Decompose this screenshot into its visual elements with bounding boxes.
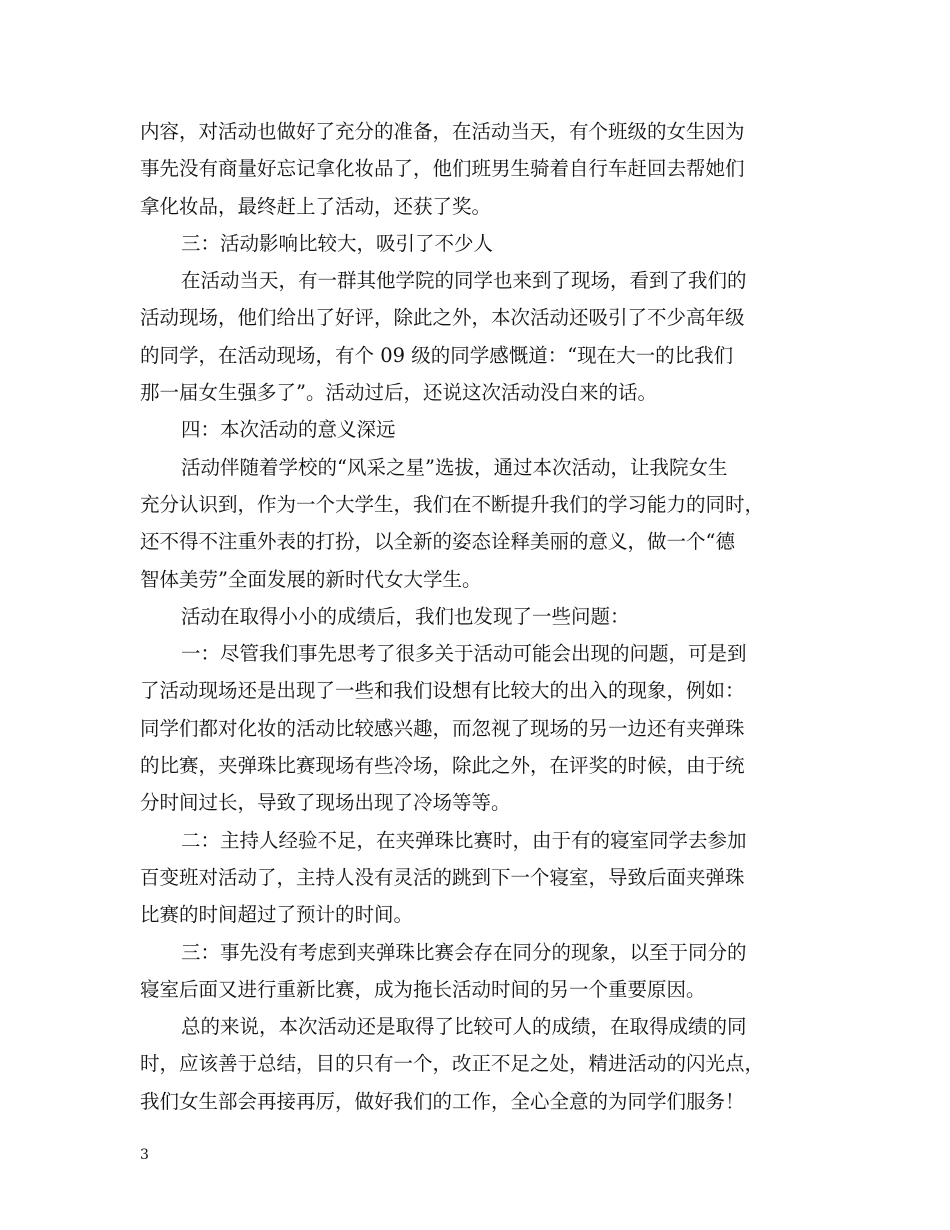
text-line: 内容，对活动也做好了充分的准备，在活动当天，有个班级的女生因为 (140, 120, 745, 143)
text-line: 了活动现场还是出现了一些和我们设想有比较大的出入的现象，例如： (140, 679, 745, 703)
text-line: 充分认识到，作为一个大学生，我们在不断提升我们的学习能力的同时， (140, 492, 765, 516)
text-line: 活动现场，他们给出了好评，除此之外，本次活动还吸引了不少高年级 (140, 306, 745, 330)
text-line: 二：主持人经验不足，在夹弹珠比赛时，由于有的寝室同学去参加 (181, 828, 747, 852)
text-line: 我们女生部会再接再厉，做好我们的工作，全心全意的为同学们服务！ (140, 1089, 745, 1113)
body-text (140, 113, 830, 1120)
text-line: 拿化妆品，最终赶上了活动，还获了奖。 (140, 194, 492, 218)
section-heading: 三：活动影响比较大，吸引了不少人 (181, 231, 494, 255)
text-line: 活动伴随着学校的“风采之星”选拔，通过本次活动，让我院女生 (181, 455, 728, 479)
text-line: 的比赛，夹弹珠比赛现场有些冷场，除此之外，在评奖的时候，由于统 (140, 754, 745, 778)
text-line: 在活动当天，有一群其他学院的同学也来到了现场，看到了我们的 (181, 269, 747, 293)
text-line: 时，应该善于总结，目的只有一个，改正不足之处，精进活动的闪光点， (140, 1052, 765, 1076)
text-line: 分时间过长，导致了现场出现了冷场等等。 (140, 791, 511, 815)
text-line: 那一届女生强多了”。活动过后，还说这次活动没白来的话。 (140, 381, 657, 405)
text-line: 三：事先没有考虑到夹弹珠比赛会存在同分的现象，以至于同分的 (181, 940, 747, 964)
text-line: 还不得不注重外表的打扮，以全新的姿态诠释美丽的意义，做一个“德 (140, 530, 735, 554)
text-line: 同学们都对化妆的活动比较感兴趣，而忽视了现场的另一边还有夹弹珠 (140, 716, 745, 740)
text-line: 事先没有商量好忘记拿化妆品了，他们班男生骑着自行车赶回去帮她们 (140, 157, 745, 181)
text-line: 的同学，在活动现场，有个 09 级的同学感慨道：“现在大一的比我们 (140, 343, 734, 367)
text-line: 寝室后面又进行重新比赛，成为拖长活动时间的另一个重要原因。 (140, 977, 706, 1001)
section-heading: 四：本次活动的意义深远 (181, 418, 396, 442)
text-line: 百变班对活动了，主持人没有灵活的跳到下一个寝室，导致后面夹弹珠 (140, 865, 745, 889)
text-line: 活动在取得小小的成绩后，我们也发现了一些问题： (181, 604, 630, 628)
text-line: 总的来说，本次活动还是取得了比较可人的成绩，在取得成绩的同 (181, 1015, 747, 1039)
page-number: 3 (140, 1147, 149, 1163)
text-line: 智体美劳”全面发展的新时代女大学生。 (140, 567, 482, 591)
text-line: 一：尽管我们事先思考了很多关于活动可能会出现的问题，可是到 (181, 642, 747, 666)
text-line: 比赛的时间超过了预计的时间。 (140, 903, 414, 927)
